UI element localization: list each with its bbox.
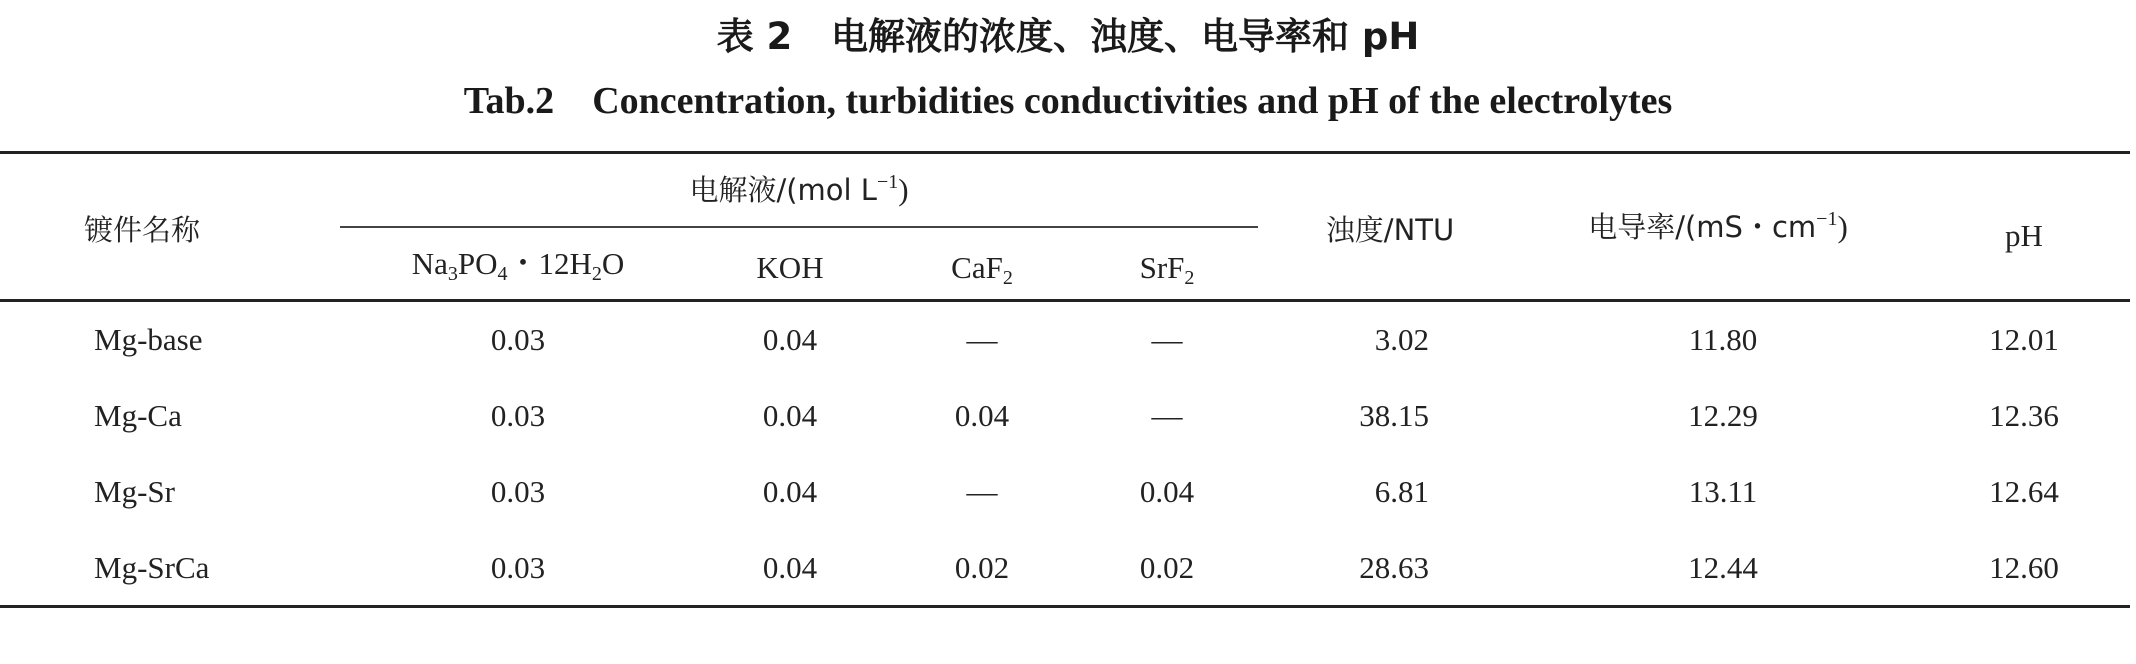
row-2-ph: 12.36 xyxy=(1989,398,2059,433)
table-header-rule xyxy=(0,299,2130,302)
table-title-en-label: Tab.2 xyxy=(463,80,555,122)
row-3-turbidity: 6.81 xyxy=(1374,474,1429,509)
header-caf2-sub: 2 xyxy=(1002,267,1013,289)
row-3-conductivity: 13.11 xyxy=(1688,474,1758,509)
header-conductivity-text: 电导率/(mS・cm xyxy=(1588,210,1817,244)
row-2-turbidity: 38.15 xyxy=(1359,398,1429,433)
header-koh: KOH xyxy=(756,250,824,285)
header-caf2-a: CaF xyxy=(951,250,1003,285)
row-3-koh: 0.04 xyxy=(762,474,818,509)
row-1-na3po4: 0.03 xyxy=(490,322,546,357)
row-2-conductivity: 12.29 xyxy=(1688,398,1758,433)
header-conductivity-close: ) xyxy=(1837,209,1848,244)
row-4-srf2: 0.02 xyxy=(1139,550,1195,585)
table-bottom-rule xyxy=(0,605,2130,608)
row-1-srf2: — xyxy=(1151,322,1183,357)
row-1-conductivity: 11.80 xyxy=(1688,322,1758,357)
header-na3po4-sub3: 2 xyxy=(591,263,602,285)
header-na3po4-sub1: 3 xyxy=(447,263,458,285)
electrolyte-span-rule xyxy=(340,226,1258,228)
header-na3po4-d: O xyxy=(601,246,625,281)
row-4-koh: 0.04 xyxy=(762,550,818,585)
row-4-ph: 12.60 xyxy=(1989,550,2059,585)
row-2-caf2: 0.04 xyxy=(954,398,1010,433)
header-na3po4-sub2: 4 xyxy=(497,263,508,285)
header-sample-name: 镀件名称 xyxy=(84,213,201,247)
row-4-turbidity: 28.63 xyxy=(1359,550,1429,585)
row-3-caf2: — xyxy=(966,474,998,509)
header-srf2-sub: 2 xyxy=(1184,267,1195,289)
header-na3po4-a: Na xyxy=(411,246,448,281)
row-2-koh: 0.04 xyxy=(762,398,818,433)
row-2-na3po4: 0.03 xyxy=(490,398,546,433)
row-3-srf2: 0.04 xyxy=(1139,474,1195,509)
row-1-ph: 12.01 xyxy=(1989,322,2059,357)
row-1-koh: 0.04 xyxy=(762,322,818,357)
header-electrolyte-group-sup: −1 xyxy=(876,171,899,193)
table-title-cn xyxy=(0,12,2136,62)
table-title-en xyxy=(0,76,2136,126)
header-conductivity xyxy=(1588,207,1848,247)
row-4-caf2: 0.02 xyxy=(954,550,1010,585)
row-3-name: Mg-Sr xyxy=(94,474,175,509)
table-title-cn-text: 电解液的浓度、浊度、电导率和 pH xyxy=(830,15,1420,58)
header-caf2 xyxy=(951,248,1013,288)
table-top-rule xyxy=(0,151,2130,154)
header-na3po4-b: PO xyxy=(457,246,498,281)
row-2-name: Mg-Ca xyxy=(94,398,182,433)
row-3-ph: 12.64 xyxy=(1989,474,2059,509)
row-3-na3po4: 0.03 xyxy=(490,474,546,509)
header-conductivity-sup: −1 xyxy=(1816,208,1838,230)
row-1-caf2: — xyxy=(966,322,998,357)
header-turbidity: 浊度/NTU xyxy=(1325,213,1455,247)
header-electrolyte-group-close: ) xyxy=(898,172,909,207)
table-title-en-text: Concentration, turbidities conductivities and pH of the electrolytes xyxy=(592,80,1673,122)
header-electrolyte-group-text: 电解液/(mol L xyxy=(689,173,877,207)
row-1-name: Mg-base xyxy=(94,322,203,357)
header-srf2-a: SrF xyxy=(1139,250,1185,285)
row-1-turbidity: 3.02 xyxy=(1374,322,1429,357)
row-4-conductivity: 12.44 xyxy=(1688,550,1758,585)
table-title-cn-label: 表 2 xyxy=(716,15,793,58)
header-na3po4 xyxy=(412,244,625,284)
row-4-na3po4: 0.03 xyxy=(490,550,546,585)
header-electrolyte-group xyxy=(689,170,908,210)
header-ph: pH xyxy=(2005,218,2043,253)
row-4-name: Mg-SrCa xyxy=(94,550,210,585)
header-srf2 xyxy=(1140,248,1195,288)
header-na3po4-c: ・12H xyxy=(507,246,592,281)
row-2-srf2: — xyxy=(1151,398,1183,433)
